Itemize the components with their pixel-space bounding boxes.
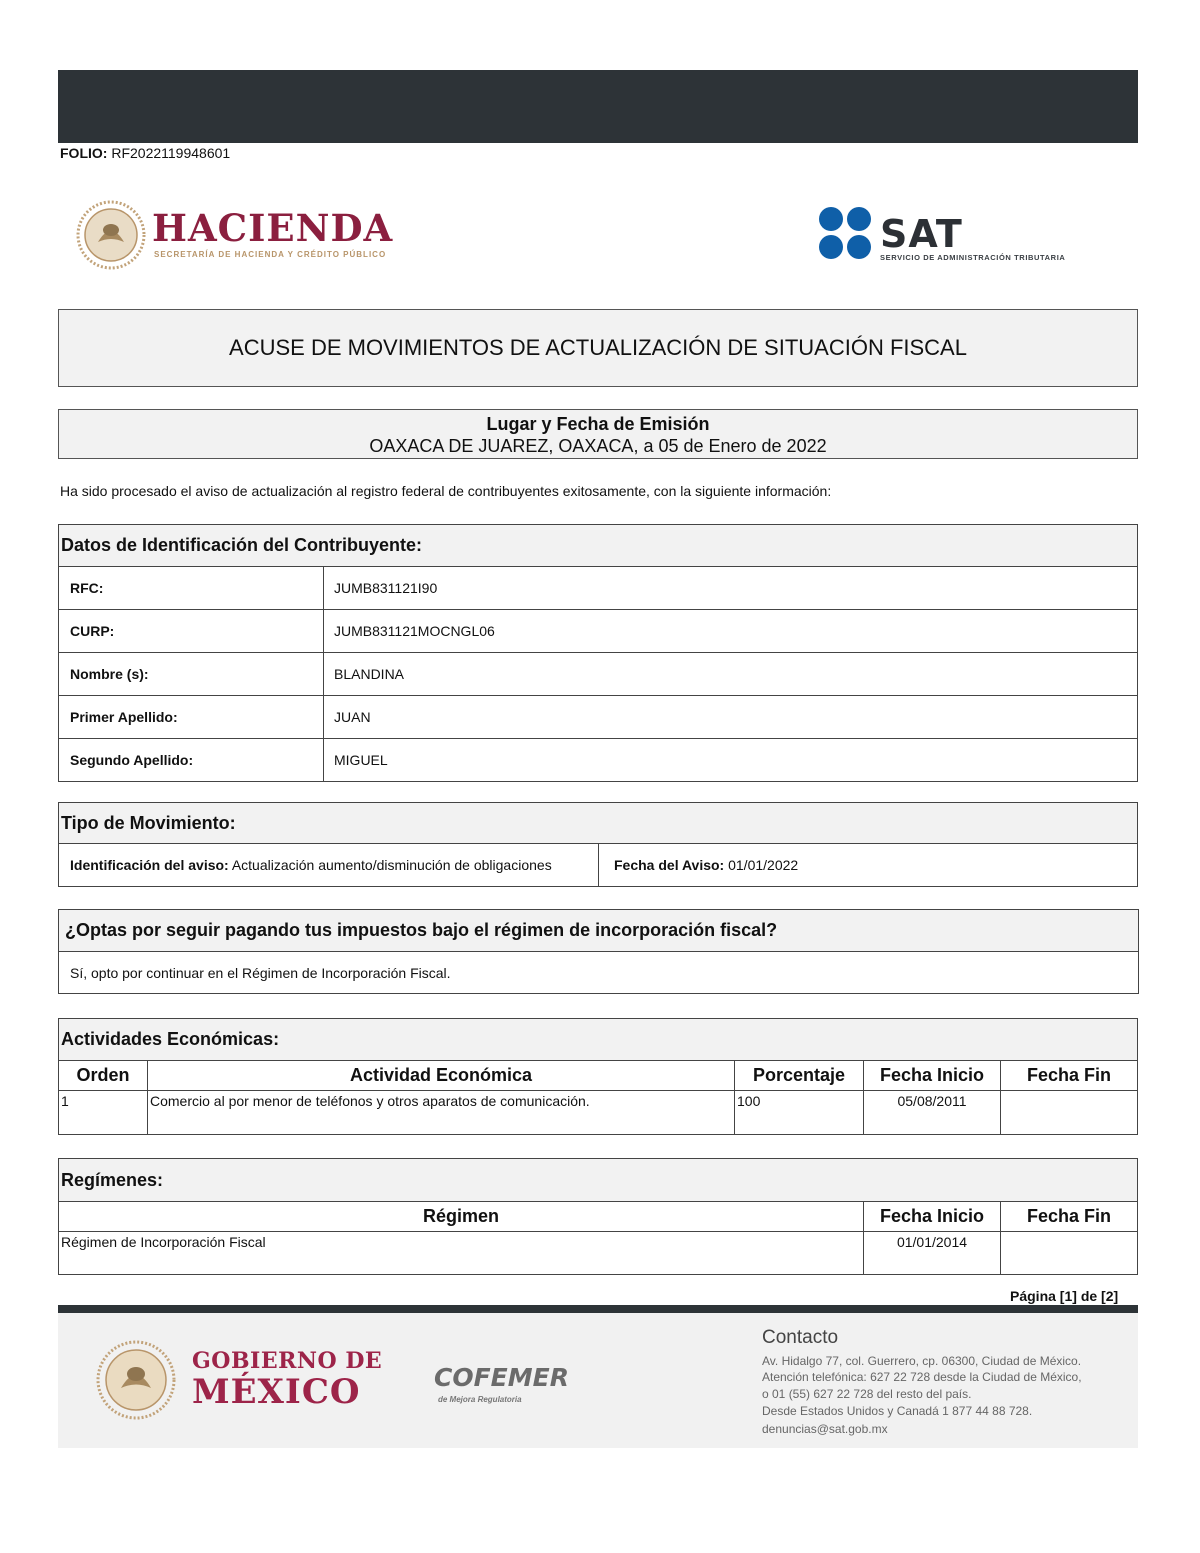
col-regimen: Régimen: [59, 1202, 864, 1232]
table-row: [59, 696, 1138, 739]
table-row: [59, 567, 1138, 610]
notice-id-label: Identificación del aviso:: [70, 857, 229, 873]
place-date-box: [58, 409, 1138, 459]
notice-id-value: Actualización aumento/disminución de obligaciones: [231, 857, 552, 873]
contact-heading: Contacto: [762, 1327, 839, 1348]
activity-start: 05/08/2011: [864, 1091, 1001, 1135]
col-actividad: Actividad Económica: [148, 1061, 735, 1091]
hacienda-subtitle: SECRETARÍA DE HACIENDA Y CRÉDITO PÚBLICO: [154, 250, 387, 259]
col-regimen-inicio: Fecha Inicio: [864, 1202, 1001, 1232]
hacienda-seal-icon: [76, 200, 146, 270]
col-fecha-fin: Fecha Fin: [1001, 1061, 1138, 1091]
col-porcentaje: Porcentaje: [735, 1061, 864, 1091]
table-row: [59, 1232, 1138, 1275]
place-date-heading: Lugar y Fecha de Emisión: [486, 414, 710, 434]
movement-heading: Tipo de Movimiento:: [59, 803, 1138, 844]
footer-bar: [58, 1305, 1138, 1313]
nombre-value: BLANDINA: [324, 653, 1138, 696]
col-regimen-fin: Fecha Fin: [1001, 1202, 1138, 1232]
folio-label: FOLIO:: [60, 145, 108, 161]
activity-name: Comercio al por menor de teléfonos y otros aparatos de comunicación.: [148, 1091, 735, 1135]
contact-line: Av. Hidalgo 77, col. Guerrero, cp. 06300, Ciudad de México.: [762, 1354, 1082, 1368]
notice-id: [59, 844, 599, 887]
rfc-label: RFC:: [59, 567, 324, 610]
primer-apellido-value: JUAN: [324, 696, 1138, 739]
page-total: [2]: [1101, 1288, 1119, 1304]
curp-value: JUMB831121MOCNGL06: [324, 610, 1138, 653]
place-date-value: OAXACA DE JUAREZ, OAXACA, a 05 de Enero de 2022: [369, 436, 827, 456]
intro-text: Ha sido procesado el aviso de actualización al registro federal de contribuyentes exitosamente, con la siguiente información:: [60, 483, 832, 499]
curp-label: CURP:: [59, 610, 324, 653]
header-bar: [58, 70, 1138, 143]
table-row: [59, 653, 1138, 696]
contributor-table: [58, 524, 1138, 782]
rif-question: ¿Optas por seguir pagando tus impuestos bajo el régimen de incorporación fiscal?: [59, 910, 1139, 952]
regimes-table: [58, 1158, 1138, 1275]
rif-answer: Sí, opto por continuar en el Régimen de Incorporación Fiscal.: [59, 952, 1139, 994]
notice-date-value: 01/01/2022: [728, 857, 799, 873]
table-row: [59, 1091, 1138, 1135]
col-orden: Orden: [59, 1061, 148, 1091]
sat-subtitle: SERVICIO DE ADMINISTRACIÓN TRIBUTARIA: [880, 253, 1066, 262]
contact-email[interactable]: denuncias@sat.gob.mx: [762, 1422, 888, 1436]
document-title: [58, 309, 1138, 387]
table-row: [59, 739, 1138, 782]
folio-value: RF2022119948601: [111, 145, 231, 161]
activity-percent: 100: [735, 1091, 864, 1135]
page-current: [1]: [1059, 1288, 1077, 1304]
cofemer-subtitle: de Mejora Regulatoria: [438, 1395, 522, 1404]
contributor-heading: Datos de Identificación del Contribuyente:: [59, 525, 1138, 567]
activity-orden: 1: [59, 1091, 148, 1135]
segundo-apellido-value: MIGUEL: [324, 739, 1138, 782]
hacienda-title: HACIENDA: [152, 206, 394, 250]
rif-table: [58, 909, 1139, 994]
rfc-value: JUMB831121I90: [324, 567, 1138, 610]
table-row: [59, 610, 1138, 653]
movement-table: [58, 802, 1138, 887]
page-number: [1010, 1288, 1118, 1304]
regime-name: Régimen de Incorporación Fiscal: [59, 1232, 864, 1275]
regime-end: [1001, 1232, 1138, 1275]
notice-date-label: Fecha del Aviso:: [614, 857, 725, 873]
gobierno-line2: MÉXICO: [192, 1372, 361, 1412]
contact-line: Atención telefónica: 627 22 728 desde la Ciudad de México,: [762, 1370, 1082, 1384]
document-title-text: ACUSE DE MOVIMIENTOS DE ACTUALIZACIÓN DE SITUACIÓN FISCAL: [229, 335, 967, 360]
regimes-heading: Regímenes:: [59, 1159, 1138, 1202]
activity-end: [1001, 1091, 1138, 1135]
contact-line: o 01 (55) 627 22 728 del resto del país.: [762, 1387, 972, 1401]
sat-title: SAT: [880, 212, 963, 256]
notice-date: [599, 844, 1138, 887]
folio: [60, 145, 230, 161]
regime-start: 01/01/2014: [864, 1232, 1001, 1275]
cofemer-logo: COFEMER: [434, 1363, 569, 1392]
activities-table: [58, 1018, 1138, 1135]
segundo-apellido-label: Segundo Apellido:: [59, 739, 324, 782]
col-fecha-inicio: Fecha Inicio: [864, 1061, 1001, 1091]
page-of: de: [1080, 1288, 1098, 1304]
page-label: Página: [1010, 1288, 1056, 1304]
activities-heading: Actividades Económicas:: [59, 1019, 1138, 1061]
sat-logo-icon: [818, 206, 874, 262]
gobierno-line1: GOBIERNO DE: [192, 1348, 383, 1374]
primer-apellido-label: Primer Apellido:: [59, 696, 324, 739]
gobierno-seal-icon: [96, 1340, 176, 1420]
contact-line: Desde Estados Unidos y Canadá 1 877 44 88 728.: [762, 1404, 1033, 1418]
nombre-label: Nombre (s):: [59, 653, 324, 696]
